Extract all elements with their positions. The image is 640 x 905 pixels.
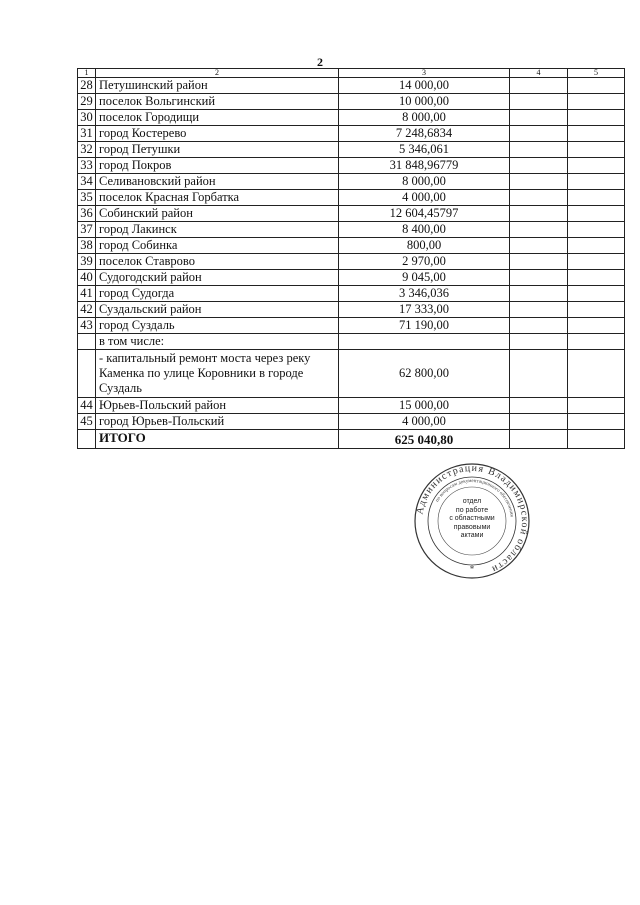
empty-cell: [568, 94, 625, 110]
empty-cell: [510, 350, 568, 398]
row-number: 40: [78, 270, 96, 286]
amount-cell: 2 970,00: [339, 254, 510, 270]
row-number: 29: [78, 94, 96, 110]
table-row: [78, 318, 625, 334]
empty-cell: [510, 318, 568, 334]
row-number: 28: [78, 78, 96, 94]
empty-cell: [568, 78, 625, 94]
stamp-inner-text: по вопросам документационного обеспечения: [435, 478, 514, 518]
total-row: [78, 430, 625, 449]
amount-cell: 4 000,00: [339, 190, 510, 206]
table-row: [78, 270, 625, 286]
amount-cell: 5 346,061: [339, 142, 510, 158]
empty-cell: [568, 174, 625, 190]
table-row: [78, 190, 625, 206]
empty-cell: [568, 430, 625, 449]
row-number: 42: [78, 302, 96, 318]
amount-cell: 71 190,00: [339, 318, 510, 334]
empty-cell: [568, 270, 625, 286]
stamp-line: отдел: [462, 498, 482, 505]
header-cell: 3: [339, 69, 510, 78]
empty-cell: [568, 238, 625, 254]
table-row: [78, 142, 625, 158]
municipality-name: Суздальский район: [96, 302, 339, 318]
table-row: [78, 254, 625, 270]
table-row: [78, 302, 625, 318]
row-number: 38: [78, 238, 96, 254]
empty-cell: [568, 254, 625, 270]
subitem-description: - капитальный ремонт моста через реку Каменка по улице Коровники в городе Суздаль: [96, 350, 339, 398]
amount-cell: 10 000,00: [339, 94, 510, 110]
amount-cell: 15 000,00: [339, 398, 510, 414]
municipality-name: Собинский район: [96, 206, 339, 222]
empty-cell: [510, 270, 568, 286]
header-cell: 2: [96, 69, 339, 78]
stamp-line: правовыми: [453, 523, 491, 531]
amount-cell: 7 248,6834: [339, 126, 510, 142]
empty-cell: [510, 286, 568, 302]
row-number: 30: [78, 110, 96, 126]
empty-cell: [510, 398, 568, 414]
empty-cell: [568, 318, 625, 334]
empty-cell: [510, 334, 568, 350]
empty-cell: [510, 430, 568, 449]
amount-cell: 4 000,00: [339, 414, 510, 430]
official-stamp: [413, 462, 531, 580]
municipality-name: город Юрьев-Польский: [96, 414, 339, 430]
table-row: [78, 286, 625, 302]
row-number: 36: [78, 206, 96, 222]
municipality-name: город Костерево: [96, 126, 339, 142]
empty-cell: [568, 126, 625, 142]
table-row: [78, 238, 625, 254]
municipality-name: город Собинка: [96, 238, 339, 254]
empty-cell: [510, 254, 568, 270]
amount-cell: 17 333,00: [339, 302, 510, 318]
page-number: 2: [317, 55, 323, 69]
table-row: [78, 398, 625, 414]
empty-cell: [568, 286, 625, 302]
table-header-row: [78, 69, 625, 78]
empty-cell: [510, 238, 568, 254]
municipality-name: поселок Вольгинский: [96, 94, 339, 110]
row-number: 39: [78, 254, 96, 270]
empty-cell: [510, 302, 568, 318]
municipality-name: Судогодский район: [96, 270, 339, 286]
municipality-name: поселок Красная Горбатка: [96, 190, 339, 206]
municipality-name: поселок Ставрово: [96, 254, 339, 270]
amount-cell: 3 346,036: [339, 286, 510, 302]
row-number: 43: [78, 318, 96, 334]
table-row: [78, 350, 625, 398]
empty-cell: [510, 222, 568, 238]
total-amount: 625 040,80: [339, 430, 510, 449]
row-number: 33: [78, 158, 96, 174]
empty-cell: [78, 430, 96, 449]
table-row: [78, 334, 625, 350]
row-number: 32: [78, 142, 96, 158]
amount-cell: 800,00: [339, 238, 510, 254]
table-row: [78, 158, 625, 174]
stamp-outer-text: Администрация Владимирской области: [414, 462, 531, 575]
total-label: ИТОГО: [96, 430, 339, 449]
empty-cell: [510, 126, 568, 142]
table-row: [78, 78, 625, 94]
empty-cell: [510, 78, 568, 94]
row-number: 41: [78, 286, 96, 302]
empty-cell: [568, 350, 625, 398]
empty-cell: [568, 334, 625, 350]
stamp-center-text: [413, 498, 531, 541]
stamp-star-icon: *: [469, 564, 475, 574]
empty-cell: [568, 222, 625, 238]
funding-table: [77, 68, 625, 449]
row-number: 44: [78, 398, 96, 414]
row-number: [78, 350, 96, 398]
municipality-name: поселок Городищи: [96, 110, 339, 126]
empty-cell: [510, 414, 568, 430]
table-row: [78, 206, 625, 222]
empty-cell: [510, 174, 568, 190]
municipality-name: город Петушки: [96, 142, 339, 158]
empty-cell: [568, 206, 625, 222]
municipality-name: город Суздаль: [96, 318, 339, 334]
empty-cell: [568, 398, 625, 414]
table-row: [78, 126, 625, 142]
municipality-name: город Покров: [96, 158, 339, 174]
municipality-name: Селивановский район: [96, 174, 339, 190]
row-number: 34: [78, 174, 96, 190]
amount-cell: 8 400,00: [339, 222, 510, 238]
amount-cell: 62 800,00: [339, 350, 510, 398]
row-number: 31: [78, 126, 96, 142]
table-row: [78, 94, 625, 110]
amount-cell: 8 000,00: [339, 174, 510, 190]
empty-cell: [510, 110, 568, 126]
municipality-name: Юрьев-Польский район: [96, 398, 339, 414]
header-cell: 5: [568, 69, 625, 78]
empty-cell: [568, 142, 625, 158]
amount-cell: 14 000,00: [339, 78, 510, 94]
municipality-name: Петушинский район: [96, 78, 339, 94]
empty-cell: [510, 206, 568, 222]
table-row: [78, 414, 625, 430]
empty-cell: [510, 94, 568, 110]
stamp-line: по работе: [455, 506, 489, 514]
empty-cell: [568, 110, 625, 126]
municipality-name: город Лакинск: [96, 222, 339, 238]
header-cell: 1: [78, 69, 96, 78]
municipality-name: город Судогда: [96, 286, 339, 302]
empty-cell: [510, 142, 568, 158]
row-number: 37: [78, 222, 96, 238]
table-row: [78, 110, 625, 126]
amount-cell: 9 045,00: [339, 270, 510, 286]
row-number: 35: [78, 190, 96, 206]
table-row: [78, 174, 625, 190]
empty-cell: [568, 190, 625, 206]
empty-cell: [510, 158, 568, 174]
row-number: [78, 334, 96, 350]
empty-cell: [568, 414, 625, 430]
empty-cell: [510, 190, 568, 206]
subitem-caption: в том числе:: [96, 334, 339, 350]
stamp-line: актами: [460, 532, 484, 539]
stamp-line: с областными: [449, 515, 495, 522]
amount-cell: 8 000,00: [339, 110, 510, 126]
table-row: [78, 222, 625, 238]
amount-cell: 12 604,45797: [339, 206, 510, 222]
row-number: 45: [78, 414, 96, 430]
amount-cell: 31 848,96779: [339, 158, 510, 174]
amount-cell: [339, 334, 510, 350]
empty-cell: [568, 158, 625, 174]
header-cell: 4: [510, 69, 568, 78]
empty-cell: [568, 302, 625, 318]
